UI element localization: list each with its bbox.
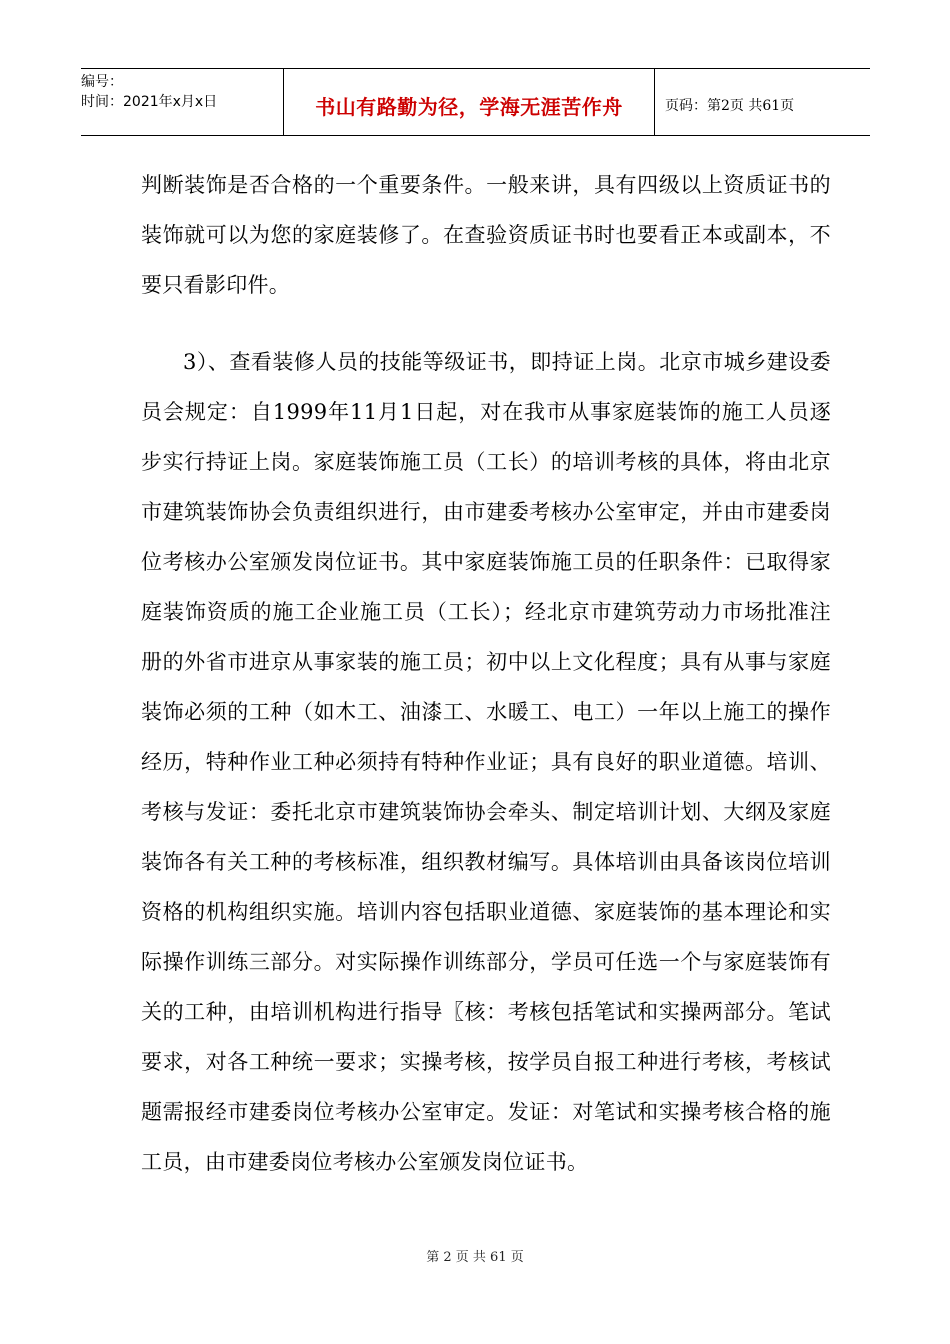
header-meta — [81, 69, 283, 135]
document-number-label: 编号： — [81, 74, 123, 90]
page-footer: 第 2 页 共 61 页 — [426, 1250, 524, 1265]
page-header — [81, 68, 870, 136]
header-page-info: 页码：第2页 共61页 — [665, 98, 795, 114]
document-body — [141, 160, 831, 1187]
document-date-label: 时间：2021年x月x日 — [81, 94, 218, 110]
header-motto: 书山有路勤为径，学海无涯苦作舟 — [283, 69, 655, 135]
body-paragraph: 3）、查看装修人员的技能等级证书，即持证上岗。北京市城乡建设委员会规定：自1999年11月1日起，对在我市从事家庭装饰的施工人员逐步实行持证上岗。家庭装饰施工员（工长）的培训考核的具体，将由北京市建筑装饰协会负责组织进行，由市建委考核办公室审定，并由市建委岗位考核办公室颁发岗位证书。其中家庭装饰施工员的任职条件：已取得家庭装饰资质的施工企业施工员（工长）；经北京市建筑劳动力市场批准注册的外省市进京从事家装的施工员；初中以上文化程度；具有从事与家庭装饰必须的工种（如木工、油漆工、水暖工、电工）一年以上施工的操作经历，特种作业工种必须持有特种作业证；具有良好的职业道德。培训、考核与发证：委托北京市建筑装饰协会牵头、制定培训计划、大纲及家庭装饰各有关工种的考核标准，组织教材编写。具体培训由具备该岗位培训资格的机构组织实施。培训内容包括职业道德、家庭装饰的基本理论和实际操作训练三部分。对实际操作训练部分，学员可任选一个与家庭装饰有关的工种，由培训机构进行指导〖核：考核包括笔试和实操两部分。笔试要求，对各工种统一要求；实操考核，按学员自报工种进行考核，考核试题需报经市建委岗位考核办公室审定。发证：对笔试和实操考核合格的施工员，由市建委岗位考核办公室颁发岗位证书。 — [141, 350, 831, 1174]
body-paragraph: 判断装饰是否合格的一个重要条件。一般来讲，具有四级以上资质证书的装饰就可以为您的家庭装修了。在查验资质证书时也要看正本或副本，不要只看影印件。 — [141, 173, 831, 297]
